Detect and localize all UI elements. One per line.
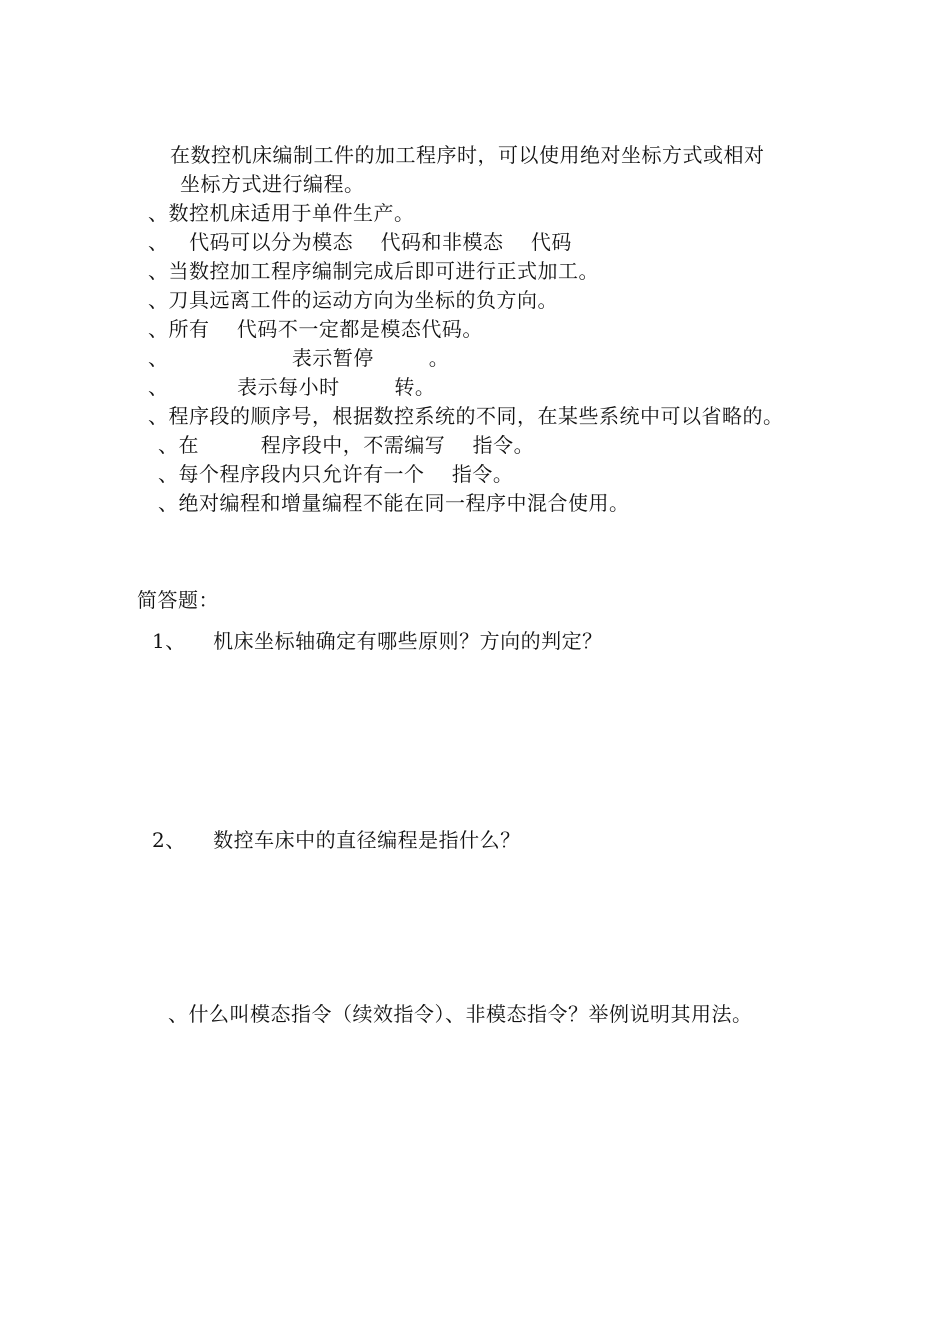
judgment-line-6: 、刀具远离工件的运动方向为坐标的负方向。 <box>148 288 558 312</box>
judgment-line-12: 、每个程序段内只允许有一个 指令。 <box>158 462 514 486</box>
judgment-line-7: 、所有 代码不一定都是模态代码。 <box>148 317 483 341</box>
question-1: 1、 机床坐标轴确定有哪些原则？方向的判定？ <box>152 629 603 653</box>
judgment-line-4: 、 代码可以分为模态 代码和非模态 代码 <box>148 230 572 254</box>
judgment-line-10: 、程序段的顺序号，根据数控系统的不同，在某些系统中可以省略的。 <box>148 404 784 428</box>
judgment-line-1: 在数控机床编制工件的加工程序时，可以使用绝对坐标方式或相对 <box>170 143 765 167</box>
question-3: 、什么叫模态指令（续效指令）、非模态指令？举例说明其用法。 <box>168 1002 753 1026</box>
judgment-line-2: 坐标方式进行编程。 <box>180 172 365 196</box>
section-title: 简答题： <box>137 588 219 612</box>
judgment-line-11: 、在 程序段中，不需编写 指令。 <box>158 433 535 457</box>
judgment-line-8: 、 表示暂停 。 <box>148 346 450 370</box>
question-2: 2、 数控车床中的直径编程是指什么？ <box>152 828 521 852</box>
judgment-line-13: 、绝对编程和增量编程不能在同一程序中混合使用。 <box>158 491 630 515</box>
judgment-line-9: 、 表示每小时 转。 <box>148 375 436 399</box>
judgment-line-3: 、数控机床适用于单件生产。 <box>148 201 415 225</box>
judgment-line-5: 、当数控加工程序编制完成后即可进行正式加工。 <box>148 259 599 283</box>
